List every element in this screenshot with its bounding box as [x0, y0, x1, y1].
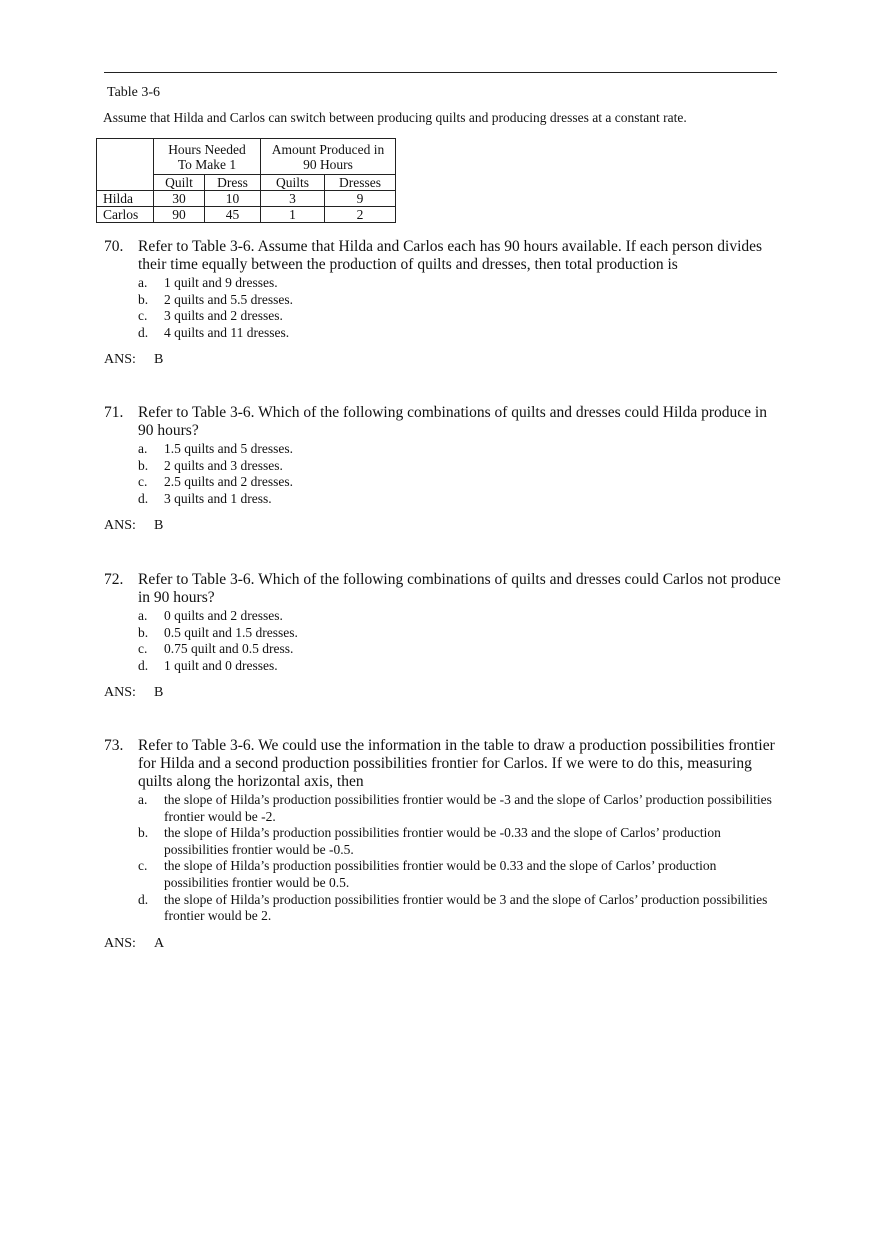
option-letter: a. [138, 792, 148, 807]
answer-value: A [154, 935, 165, 951]
option-list [104, 441, 784, 507]
option-text: 2.5 quilts and 2 dresses. [164, 474, 293, 490]
option-a [138, 792, 784, 825]
header-rule [104, 72, 777, 73]
header-hours-line1: Hours Needed [168, 142, 246, 157]
option-a [138, 608, 784, 625]
answer-label: ANS: [104, 935, 136, 951]
option-letter: b. [138, 825, 149, 841]
option-d [138, 892, 784, 925]
answer-line [104, 518, 784, 534]
option-a [138, 441, 784, 458]
option-text: 1 quilt and 0 dresses. [164, 657, 278, 673]
option-letter: a. [138, 275, 148, 290]
option-b [138, 625, 784, 642]
option-d [138, 658, 784, 675]
option-c [138, 308, 784, 325]
subheader-dresses: Dresses [325, 175, 396, 191]
subheader-quilts: Quilts [261, 175, 325, 191]
option-letter: d. [138, 891, 149, 907]
question-text: Refer to Table 3-6. Which of the following combinations of quilts and dresses could Hilda produce in 90 hours? [138, 404, 767, 439]
option-letter: c. [138, 641, 148, 657]
question-number: 73. [104, 737, 124, 754]
option-c [138, 858, 784, 891]
cell-dress-hours: 45 [205, 207, 261, 223]
question-number: 71. [104, 404, 124, 421]
option-c [138, 641, 784, 658]
header-amount-produced [261, 139, 396, 175]
option-c [138, 474, 784, 491]
option-text: the slope of Hilda’s production possibilities frontier would be -0.33 and the slope of Carlos’ production possibilities frontier would be -0.5. [164, 825, 721, 857]
cell-dress-hours: 10 [205, 191, 261, 207]
option-text: the slope of Hilda’s production possibilities frontier would be 3 and the slope of Carlos’ production possibilities frontier would be 2. [164, 891, 768, 924]
option-letter: d. [138, 657, 149, 673]
cell-quilt-hours: 30 [154, 191, 205, 207]
option-letter: d. [138, 324, 149, 340]
table-corner-cell [97, 139, 154, 191]
option-text: 4 quilts and 11 dresses. [164, 324, 290, 340]
production-table [96, 138, 396, 223]
question-stem [104, 571, 784, 607]
option-text: 3 quilts and 2 dresses. [164, 308, 283, 324]
option-text: 1 quilt and 9 dresses. [164, 275, 278, 290]
answer-line [104, 936, 784, 952]
option-text: 0.75 quilt and 0.5 dress. [164, 641, 294, 657]
option-text: 3 quilts and 1 dress. [164, 490, 272, 506]
option-d [138, 491, 784, 508]
cell-quilts-amount: 3 [261, 191, 325, 207]
question-stem [104, 238, 784, 274]
option-b [138, 458, 784, 475]
answer-label: ANS: [104, 352, 136, 368]
question-number: 70. [104, 238, 124, 255]
answer-value: B [154, 352, 164, 368]
option-text: 0.5 quilt and 1.5 dresses. [164, 624, 298, 640]
question-73 [104, 737, 784, 952]
option-letter: c. [138, 308, 148, 324]
question-stem [104, 737, 784, 791]
option-text: 0 quilts and 2 dresses. [164, 608, 283, 623]
subheader-dress: Dress [205, 175, 261, 191]
header-hours-line2: To Make 1 [177, 157, 237, 172]
cell-dresses-amount: 9 [325, 191, 396, 207]
table-row [97, 207, 396, 223]
option-text: the slope of Hilda’s production possibilities frontier would be 0.33 and the slope of Carlos’ production possibilities frontier would be 0.5. [164, 858, 717, 890]
subheader-quilt: Quilt [154, 175, 205, 191]
option-letter: d. [138, 490, 149, 506]
option-list [104, 792, 784, 925]
question-70 [104, 238, 784, 368]
option-text: the slope of Hilda’s production possibilities frontier would be -3 and the slope of Carlos’ production possibilities frontier would be -2. [164, 792, 772, 824]
cell-quilt-hours: 90 [154, 207, 205, 223]
header-amount-line2: 90 Hours [303, 157, 353, 172]
table-intro: Assume that Hilda and Carlos can switch between producing quilts and producing dresses at a constant rate. [103, 110, 687, 125]
option-list [104, 275, 784, 341]
row-name: Hilda [97, 191, 154, 207]
header-hours-needed [154, 139, 261, 175]
option-b [138, 292, 784, 309]
option-text: 2 quilts and 5.5 dresses. [164, 291, 293, 307]
question-text: Refer to Table 3-6. Assume that Hilda and Carlos each has 90 hours available. If each person divides their time equally between the production of quilts and dresses, then total production is [138, 238, 763, 273]
question-71 [104, 404, 784, 534]
option-letter: c. [138, 858, 148, 874]
option-b [138, 825, 784, 858]
cell-dresses-amount: 2 [325, 207, 396, 223]
option-letter: b. [138, 457, 149, 473]
option-a [138, 275, 784, 292]
table-title: Table 3-6 [107, 85, 161, 100]
header-amount-line1: Amount Produced in [271, 142, 385, 157]
answer-label: ANS: [104, 518, 136, 534]
option-d [138, 325, 784, 342]
answer-line [104, 685, 784, 701]
option-letter: a. [138, 608, 148, 623]
cell-quilts-amount: 1 [261, 207, 325, 223]
question-stem [104, 404, 784, 440]
option-letter: c. [138, 474, 148, 490]
question-72 [104, 571, 784, 701]
option-letter: b. [138, 291, 149, 307]
answer-label: ANS: [104, 685, 136, 701]
table-row [97, 191, 396, 207]
option-list [104, 608, 784, 674]
question-number: 72. [104, 571, 124, 588]
answer-value: B [154, 685, 164, 701]
row-name: Carlos [97, 207, 154, 223]
question-text: Refer to Table 3-6. Which of the following combinations of quilts and dresses could Carlos not produce in 90 hours? [138, 571, 781, 606]
answer-value: B [154, 518, 164, 534]
option-letter: a. [138, 441, 148, 456]
question-text: Refer to Table 3-6. We could use the information in the table to draw a production possibilities frontier for Hilda and a second production possibilities frontier for Carlos. If we were to do this, measuring quilts along the horizontal axis, then [138, 737, 775, 790]
option-text: 1.5 quilts and 5 dresses. [164, 441, 293, 456]
option-letter: b. [138, 624, 149, 640]
answer-line [104, 352, 784, 368]
option-text: 2 quilts and 3 dresses. [164, 457, 283, 473]
